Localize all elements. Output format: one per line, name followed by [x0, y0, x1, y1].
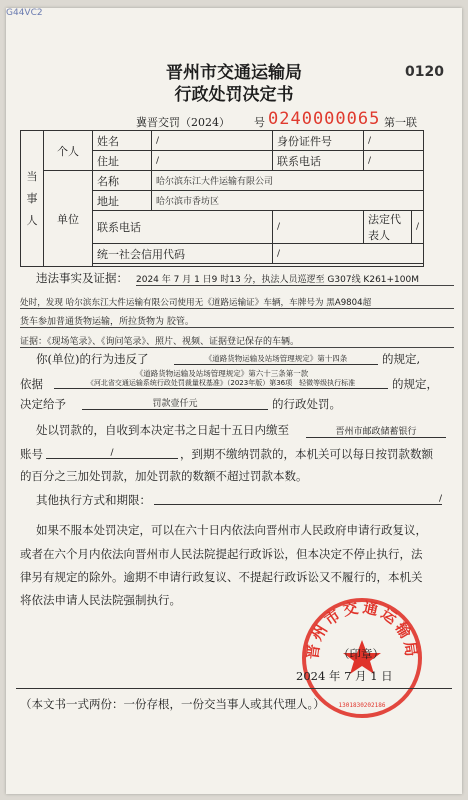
facts-line-2: 处时，发现 哈尔滨东江大件运输有限公司使用无《道路运输证》车辆，车牌号为 黑A9804超	[20, 296, 454, 309]
penalty-value: 罚款壹仟元	[82, 396, 268, 410]
party-info-table	[20, 130, 424, 267]
corner-serial: 0120	[405, 64, 444, 80]
evidence-line: 证据：《现场笔录》、《询问笔录》、照片、视频、证据登记保存的车辆。	[20, 334, 454, 348]
legal-rep-value: /	[415, 222, 419, 232]
address-label: 住址	[93, 151, 152, 171]
address-value: /	[152, 151, 273, 171]
seal-number: 1301830202186	[338, 702, 386, 709]
unit-address-value: 哈尔滨市香坊区	[152, 191, 424, 211]
basis-suffix: 的规定，	[392, 377, 438, 391]
appeal-line-2: 或者在六个月内依法向晋州市人民法院提起行政诉讼，但本决定不停止执行，法	[20, 547, 423, 561]
payment-line-2: ，到期不缴纳罚款的，本机关可以每日按罚款数额	[180, 447, 433, 461]
account-label: 账号	[20, 447, 43, 461]
seal-text: 晋州市交通运输局	[303, 598, 421, 661]
document-page	[6, 8, 462, 794]
footer-note: （本文书一式两份：一份存根，一份交当事人或其代理人。）	[20, 697, 325, 711]
unit-name-value: 哈尔滨东江大件运输有限公司	[152, 171, 424, 191]
individual-label: 个人	[44, 131, 93, 171]
footer-divider	[16, 688, 452, 689]
document-title-agency: 晋州市交通运输局	[166, 63, 302, 83]
phone-value: /	[364, 151, 424, 171]
doc-copy: 第一联	[384, 116, 417, 129]
doc-number: 0240000065	[268, 109, 381, 129]
decide-label: 决定给予	[20, 397, 66, 411]
unit-label: 单位	[44, 171, 93, 267]
legal-rep-label: 法定代表人	[364, 211, 411, 243]
account-value: /	[46, 448, 178, 459]
basis-label: 依据	[20, 377, 43, 391]
unit-phone-label: 联系电话	[93, 211, 273, 244]
violation-suffix: 的规定,	[382, 352, 421, 366]
credit-code-value: /	[273, 244, 424, 264]
unit-phone-value: /	[273, 211, 364, 244]
other-exec-label: 其他执行方式和期限：	[36, 493, 151, 507]
appeal-line-1: 如果不服本处罚决定，可以在六十日内依法向晋州市人民政府申请行政复议，	[36, 523, 427, 537]
basis-law-2: 《河北省交通运输系统行政处罚裁量权基准》（2023年版）第36项 轻微等级执行标准	[54, 378, 388, 389]
violated-law: 《道路货物运输及站场管理规定》第十四条	[174, 353, 378, 365]
party-side-label: 当事人	[21, 131, 44, 267]
document-title: 行政处罚决定书	[174, 85, 294, 105]
phone-label: 联系电话	[273, 151, 364, 171]
unit-name-label: 名称	[93, 171, 152, 191]
violation-prefix: 你(单位)的行为违反了	[36, 352, 149, 366]
facts-label: 违法事实及证据：	[36, 271, 128, 285]
appeal-line-4: 将依法申请人民法院强制执行。	[20, 593, 181, 607]
appeal-line-3: 律另有规定的除外。逾期不申请行政复议、不提起行政诉讼又不履行的，本机关	[20, 570, 423, 584]
facts-line-3: 货车参加普通货物运输，所拉货物为 胶管。	[20, 314, 454, 328]
name-value: /	[152, 131, 273, 151]
name-label: 姓名	[93, 131, 152, 151]
other-exec-value: /	[154, 494, 442, 505]
unit-address-label: 地址	[93, 191, 152, 211]
credit-code-label: 统一社会信用代码	[93, 244, 273, 264]
payment-line-1: 处以罚款的，自收到本决定书之日起十五日内缴至	[36, 423, 289, 437]
basis-law-1: 《道路货物运输及站场管理规定》第六十三条第一款	[135, 369, 309, 378]
issue-date: 2024 年 7 月 1 日	[296, 669, 393, 683]
facts-line-1: 2024 年 7 月 1 日9 时13 分，执法人员巡逻至 G307线 K261+100M	[136, 272, 454, 286]
seal-label: （印章）	[338, 647, 384, 661]
decide-end: 的行政处罚。	[272, 397, 341, 411]
payment-bank: 晋州市邮政储蓄银行	[306, 424, 446, 438]
payment-line-3: 的百分之三加处罚款，加处罚款的数额不超过罚款本数。	[20, 469, 308, 483]
corner-handwritten-mark: G44VC2	[6, 8, 43, 18]
id-label: 身份证件号	[273, 131, 364, 151]
doc-prefix: 冀晋交罚（2024）	[136, 116, 230, 129]
id-value: /	[364, 131, 424, 151]
doc-hao: 号	[254, 116, 265, 129]
